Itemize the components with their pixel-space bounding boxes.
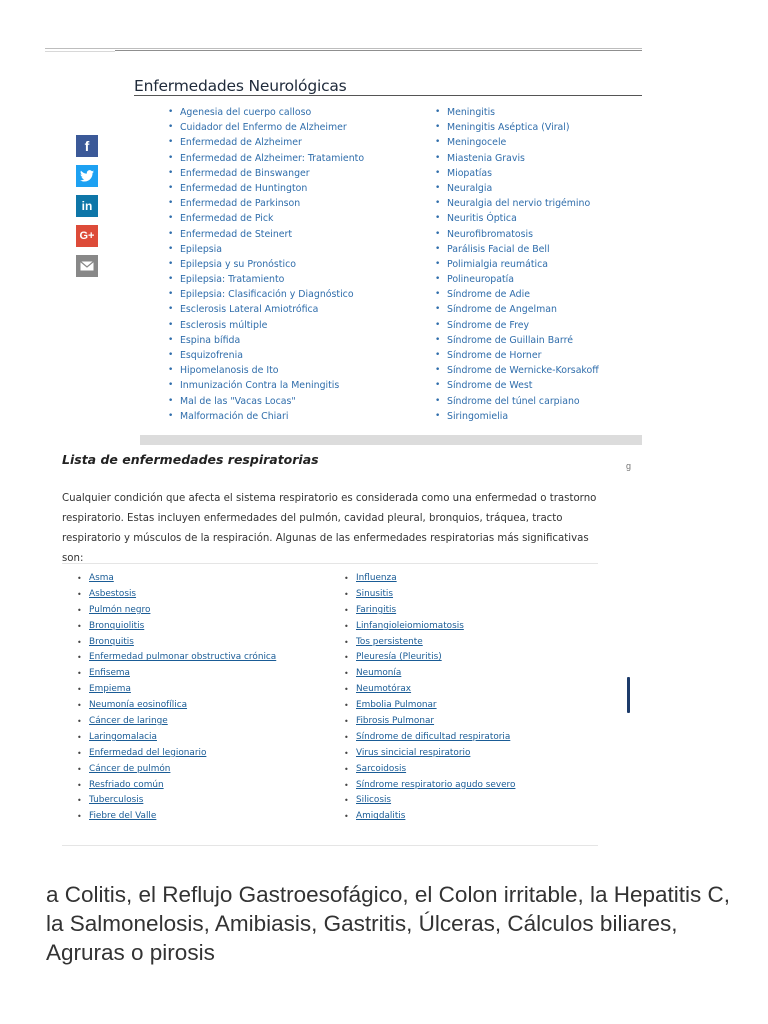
list-item[interactable]: • Epilepsia: Clasificación y Diagnóstico — [168, 287, 364, 302]
disease-link[interactable]: Asbestosis — [89, 588, 137, 599]
list-item[interactable] — [344, 714, 515, 730]
list-item[interactable]: • Epilepsia: Tratamiento — [168, 272, 364, 287]
disease-link[interactable]: Pleuresía (Pleuritis) — [356, 652, 442, 663]
list-item[interactable]: • Síndrome de Angelman — [435, 302, 599, 317]
list-item[interactable]: • Síndrome de West — [435, 378, 599, 393]
list-item[interactable] — [77, 650, 276, 666]
list-item[interactable] — [344, 698, 515, 714]
list-item[interactable] — [77, 666, 276, 682]
list-item[interactable]: • Esclerosis Lateral Amiotrófica — [168, 302, 364, 317]
list-item[interactable] — [77, 778, 276, 794]
list-item[interactable]: • Neuritis Óptica — [435, 211, 599, 226]
disease-link[interactable]: Enfermedad del legionario — [89, 747, 207, 758]
list-item[interactable]: • Cuidador del Enfermo de Alzheimer — [168, 120, 364, 135]
list-item[interactable]: • Neuralgia — [435, 181, 599, 196]
list-item[interactable]: • Mal de las "Vacas Locas" — [168, 394, 364, 409]
list-item[interactable]: • Síndrome del túnel carpiano — [435, 394, 599, 409]
list-item[interactable] — [344, 619, 515, 635]
list-item[interactable]: • Esclerosis múltiple — [168, 318, 364, 333]
disease-link[interactable]: Faringitis — [356, 604, 397, 615]
list-item[interactable]: • Enfermedad de Parkinson — [168, 196, 364, 211]
linkedin-icon[interactable]: in — [76, 195, 98, 217]
disease-link[interactable]: Virus sincicial respiratorio — [356, 747, 471, 758]
list-item[interactable] — [344, 809, 515, 825]
list-item[interactable] — [344, 571, 515, 587]
list-item[interactable]: • Síndrome de Horner — [435, 348, 599, 363]
list-item[interactable]: • Neuralgia del nervio trigémino — [435, 196, 599, 211]
caption-text: a Colitis, el Reflujo Gastroesofágico, el Colon irritable, la Hepatitis C, la Salmonelosis, Amibiasis, Gastritis, Úlceras, Cálculos biliares, Agruras o pirosis — [46, 882, 731, 965]
disease-link[interactable]: Sinusitis — [356, 588, 394, 599]
list-item[interactable]: • Enfermedad de Pick — [168, 211, 364, 226]
list-item[interactable] — [77, 571, 276, 587]
neurological-diseases-panel — [45, 45, 642, 445]
disease-link[interactable]: Neumonía eosinofílica — [89, 700, 188, 711]
list-item[interactable]: • Malformación de Chiari — [168, 409, 364, 424]
disease-link[interactable]: Asma — [89, 573, 114, 583]
resp-list-col2 — [344, 571, 515, 825]
resp-intro-paragraph: Cualquier condición que afecta el sistema respiratorio es considerada como una enfermedad o trastorno respiratorio. Estas incluyen enfermedades del pulmón, cavidad pleural, bronquios, tráquea, tracto respiratorio y músculos de la respiración. Algunas de las enfermedades respiratorias más significativas son: — [62, 493, 597, 564]
list-item[interactable] — [77, 682, 276, 698]
disease-link[interactable]: Enfermedad pulmonar obstructiva crónica — [89, 652, 277, 663]
list-item[interactable]: • Hipomelanosis de Ito — [168, 363, 364, 378]
disease-link[interactable]: Síndrome de dificultad respiratoria — [356, 731, 511, 742]
list-bottom-divider — [62, 845, 598, 846]
list-item[interactable] — [344, 635, 515, 651]
list-item[interactable] — [344, 746, 515, 762]
disease-link[interactable]: Amigdalitis — [356, 811, 406, 822]
list-item[interactable] — [344, 793, 515, 809]
list-item[interactable]: • Neurofibromatosis — [435, 227, 599, 242]
list-item[interactable]: • Síndrome de Frey — [435, 318, 599, 333]
resp-section-title: Lista de enfermedades respiratorias — [62, 452, 319, 467]
list-item[interactable]: • Esquizofrenia — [168, 348, 364, 363]
list-item[interactable] — [77, 746, 276, 762]
list-item[interactable]: • Polimialgia reumática — [435, 257, 599, 272]
list-item[interactable]: • Agenesia del cuerpo calloso — [168, 105, 364, 120]
disease-link[interactable]: Enfisema — [89, 668, 130, 679]
list-item[interactable]: • Síndrome de Wernicke-Korsakoff — [435, 363, 599, 378]
list-item[interactable]: • Síndrome de Guillain Barré — [435, 333, 599, 348]
list-item[interactable] — [344, 650, 515, 666]
edge-mark: g — [626, 461, 632, 471]
disease-link[interactable]: Fiebre del Valle — [89, 811, 157, 822]
list-item[interactable] — [77, 793, 276, 809]
list-item[interactable]: • Enfermedad de Alzheimer — [168, 135, 364, 150]
list-item[interactable] — [77, 635, 276, 651]
list-item[interactable] — [344, 603, 515, 619]
disease-link[interactable]: Tos persistente — [356, 636, 423, 647]
list-item[interactable]: • Epilepsia — [168, 242, 364, 257]
title-underline — [134, 95, 642, 96]
list-item[interactable]: • Enfermedad de Steinert — [168, 227, 364, 242]
disease-link[interactable]: Linfangioleiomiomatosis — [356, 620, 464, 631]
top-divider-dark — [115, 50, 642, 51]
disease-link[interactable]: Fibrosis Pulmonar — [356, 716, 435, 727]
list-item[interactable]: • Polineuropatía — [435, 272, 599, 287]
side-tab-marker — [627, 677, 630, 713]
twitter-icon[interactable] — [76, 165, 98, 187]
neuro-section-title: Enfermedades Neurológicas — [134, 77, 347, 95]
respiratory-diseases-panel — [0, 447, 768, 857]
list-item[interactable]: • Meningitis — [435, 105, 599, 120]
list-item[interactable]: • Meningocele — [435, 135, 599, 150]
list-item[interactable]: • Miopatías — [435, 166, 599, 181]
disease-link[interactable]: Influenza — [356, 573, 397, 583]
list-item[interactable] — [77, 619, 276, 635]
list-top-divider — [62, 563, 598, 564]
list-item[interactable] — [344, 666, 515, 682]
list-item[interactable] — [77, 603, 276, 619]
list-item[interactable]: • Meningitis Aséptica (Viral) — [435, 120, 599, 135]
neuro-list-col1 — [168, 105, 364, 424]
disease-link[interactable]: Bronquiolitis — [89, 620, 145, 631]
list-item[interactable]: • Síndrome de Adie — [435, 287, 599, 302]
list-item[interactable]: • Inmunización Contra la Meningitis — [168, 378, 364, 393]
list-item[interactable] — [77, 762, 276, 778]
email-icon[interactable] — [76, 255, 98, 277]
list-item[interactable]: • Enfermedad de Binswanger — [168, 166, 364, 181]
disease-link[interactable]: Cáncer de pulmón — [89, 763, 171, 774]
list-item[interactable]: • Parálisis Facial de Bell — [435, 242, 599, 257]
list-item[interactable]: • Enfermedad de Huntington — [168, 181, 364, 196]
list-item[interactable]: • Espina bífida — [168, 333, 364, 348]
disease-link[interactable]: Neumotórax — [356, 684, 412, 695]
disease-link[interactable]: Laringomalacia — [89, 731, 157, 742]
list-item[interactable] — [344, 778, 515, 794]
list-item[interactable]: • Epilepsia y su Pronóstico — [168, 257, 364, 272]
top-divider — [45, 48, 642, 49]
list-item[interactable] — [77, 730, 276, 746]
list-item[interactable] — [344, 730, 515, 746]
disease-link[interactable]: Empiema — [89, 684, 131, 695]
list-item[interactable] — [344, 682, 515, 698]
list-item[interactable] — [344, 587, 515, 603]
neuro-list-col2 — [435, 105, 599, 424]
disease-link[interactable]: Bronquitis — [89, 636, 134, 647]
disease-link[interactable]: Neumonía — [356, 668, 402, 679]
list-item[interactable] — [77, 809, 276, 825]
list-item[interactable] — [77, 714, 276, 730]
list-item[interactable]: • Miastenia Gravis — [435, 151, 599, 166]
top-divider-short — [45, 51, 115, 52]
list-item[interactable] — [344, 762, 515, 778]
facebook-icon[interactable]: f — [76, 135, 98, 157]
disease-link[interactable]: Cáncer de laringe — [89, 716, 168, 727]
list-item[interactable] — [77, 698, 276, 714]
disease-link[interactable]: Silicosis — [356, 795, 392, 806]
list-item[interactable]: • Siringomielia — [435, 409, 599, 424]
horizontal-scrollbar[interactable] — [140, 435, 642, 445]
disease-link[interactable]: Embolia Pulmonar — [356, 700, 437, 711]
disease-link[interactable]: Pulmón negro — [89, 604, 151, 615]
disease-link[interactable]: Tuberculosis — [89, 795, 144, 806]
disease-link[interactable]: Síndrome respiratorio agudo severo — [356, 779, 516, 790]
google-plus-icon[interactable]: G+ — [76, 225, 98, 247]
disease-link[interactable]: Sarcoidosis — [356, 763, 407, 774]
list-item[interactable]: • Enfermedad de Alzheimer: Tratamiento — [168, 151, 364, 166]
list-item[interactable] — [77, 587, 276, 603]
disease-link[interactable]: Resfriado común — [89, 779, 164, 790]
resp-list-col1 — [77, 571, 276, 825]
